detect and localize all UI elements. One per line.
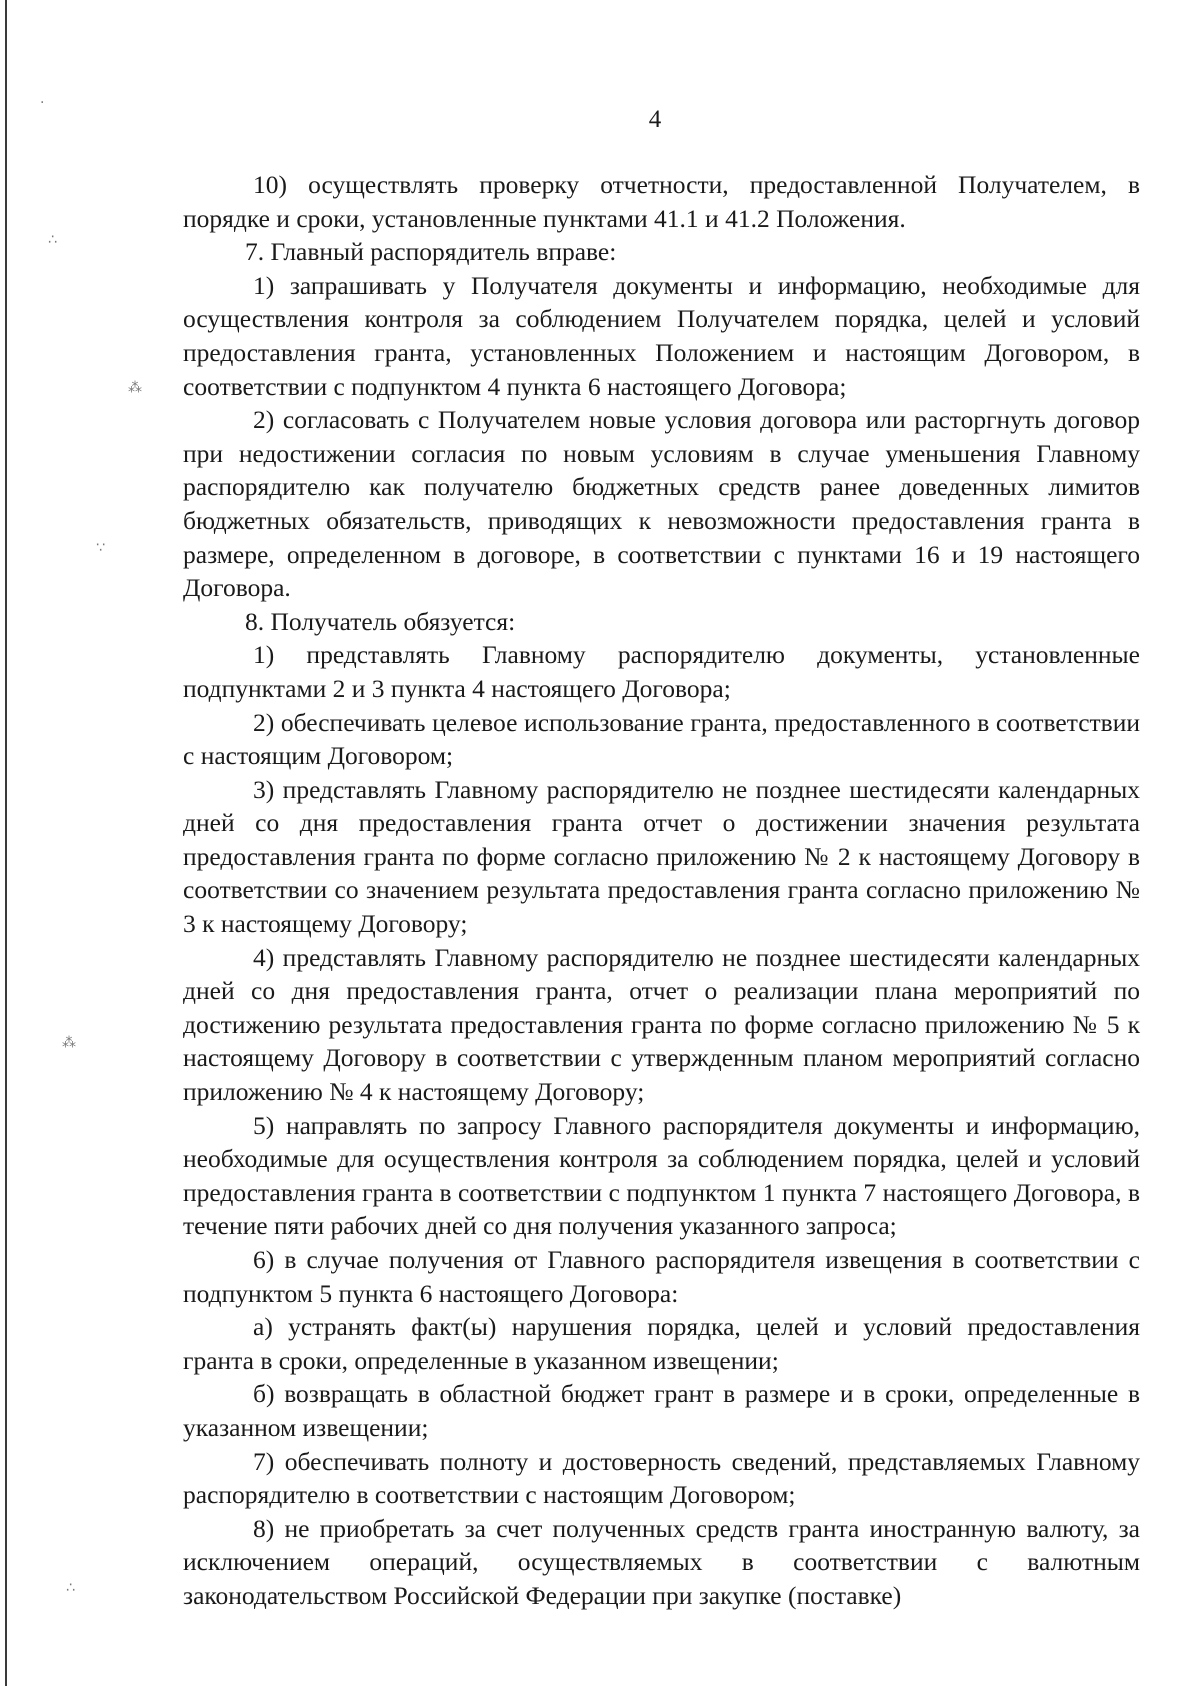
paragraph-8-1: 1) представлять Главному распорядителю документы, установленные подпунктами 2 и 3 пункта 4 настоящего Договора; [183, 640, 1140, 703]
paragraph-8-6: 6) в случае получения от Главного распорядителя извещения в соответствии с подпунктом 5 пункта 6 настоящего Договора: [183, 1245, 1140, 1308]
scan-speck: ⁂ [62, 1035, 76, 1051]
scan-speck: · [40, 95, 45, 111]
document-body [183, 168, 1140, 1613]
paragraph-8-5: 5) направлять по запросу Главного распорядителя документы и информацию, необходимые для осуществления контроля за соблюдением порядка, целей и условий предоставления гранта в соответствии с подпунктом 1 пункта 7 настоящего Договора, в течение пяти рабочих дней со дня получения указанного запроса; [183, 1110, 1140, 1241]
scan-speck: ∴ [66, 1580, 75, 1596]
section-7-heading: 7. Главный распорядитель вправе: [245, 237, 617, 267]
scan-left-edge [5, 0, 7, 1686]
scan-speck: ∵ [96, 540, 105, 556]
paragraph-8-8: 8) не приобретать за счет полученных средств гранта иностранную валюту, за исключением операций, осуществляемых в соответствии с валютным законодательством Российской Федерации при закупке (поставке) [183, 1513, 1140, 1610]
paragraph-8-3: 3) представлять Главному распорядителю не позднее шестидесяти календарных дней со дня предоставления гранта отчет о достижении значения результата предоставления гранта по форме согласно приложению № 2 к настоящему Договору в соответствии со значением результата предоставления гранта согласно приложению № 3 к настоящему Договору; [183, 774, 1140, 939]
paragraph-8-6-a: а) устранять факт(ы) нарушения порядка, целей и условий предоставления гранта в сроки, определенные в указанном извещении; [183, 1312, 1140, 1375]
paragraph-7-2: 2) согласовать с Получателем новые условия договора или расторгнуть договор при недостижении согласия по новым условиям в случае уменьшения Главному распорядителю как получателю бюджетных средств ранее доведенных лимитов бюджетных обязательств, приводящих к невозможности предоставления гранта в размере, определенном в договоре, в соответствии с пунктами 16 и 19 настоящего Договора. [183, 405, 1140, 603]
paragraph-8-6-b: б) возвращать в областной бюджет грант в размере и в сроки, определенные в указанном извещении; [183, 1379, 1140, 1442]
page-number: 4 [648, 106, 662, 133]
scan-speck: ⁂ [128, 380, 142, 396]
paragraph-8-2: 2) обеспечивать целевое использование гранта, предоставленного в соответствии с настоящим Договором; [183, 707, 1140, 771]
paragraph-6-10: 10) осуществлять проверку отчетности, предоставленной Получателем, в порядке и сроки, установленные пунктами 41.1 и 41.2 Положения. [183, 170, 1140, 233]
section-8-heading: 8. Получатель обязуется: [245, 606, 516, 636]
paragraph-8-7: 7) обеспечивать полноту и достоверность сведений, представляемых Главному распорядителю в соответствии с настоящим Договором; [183, 1446, 1140, 1510]
scan-speck: ∴ [48, 232, 57, 248]
paragraph-8-4: 4) представлять Главному распорядителю не позднее шестидесяти календарных дней со дня предоставления гранта, отчет о реализации плана мероприятий по достижению результата предоставления гранта по форме согласно приложению № 5 к настоящему Договору в соответствии с утвержденным планом мероприятий согласно приложению № 4 к настоящему Договору; [183, 942, 1140, 1107]
paragraph-7-1: 1) запрашивать у Получателя документы и информацию, необходимые для осуществления контроля за соблюдением Получателем порядка, целей и условий предоставления гранта, установленных Положением и настоящим Договором, в соответствии с подпунктом 4 пункта 6 настоящего Договора; [183, 270, 1140, 401]
